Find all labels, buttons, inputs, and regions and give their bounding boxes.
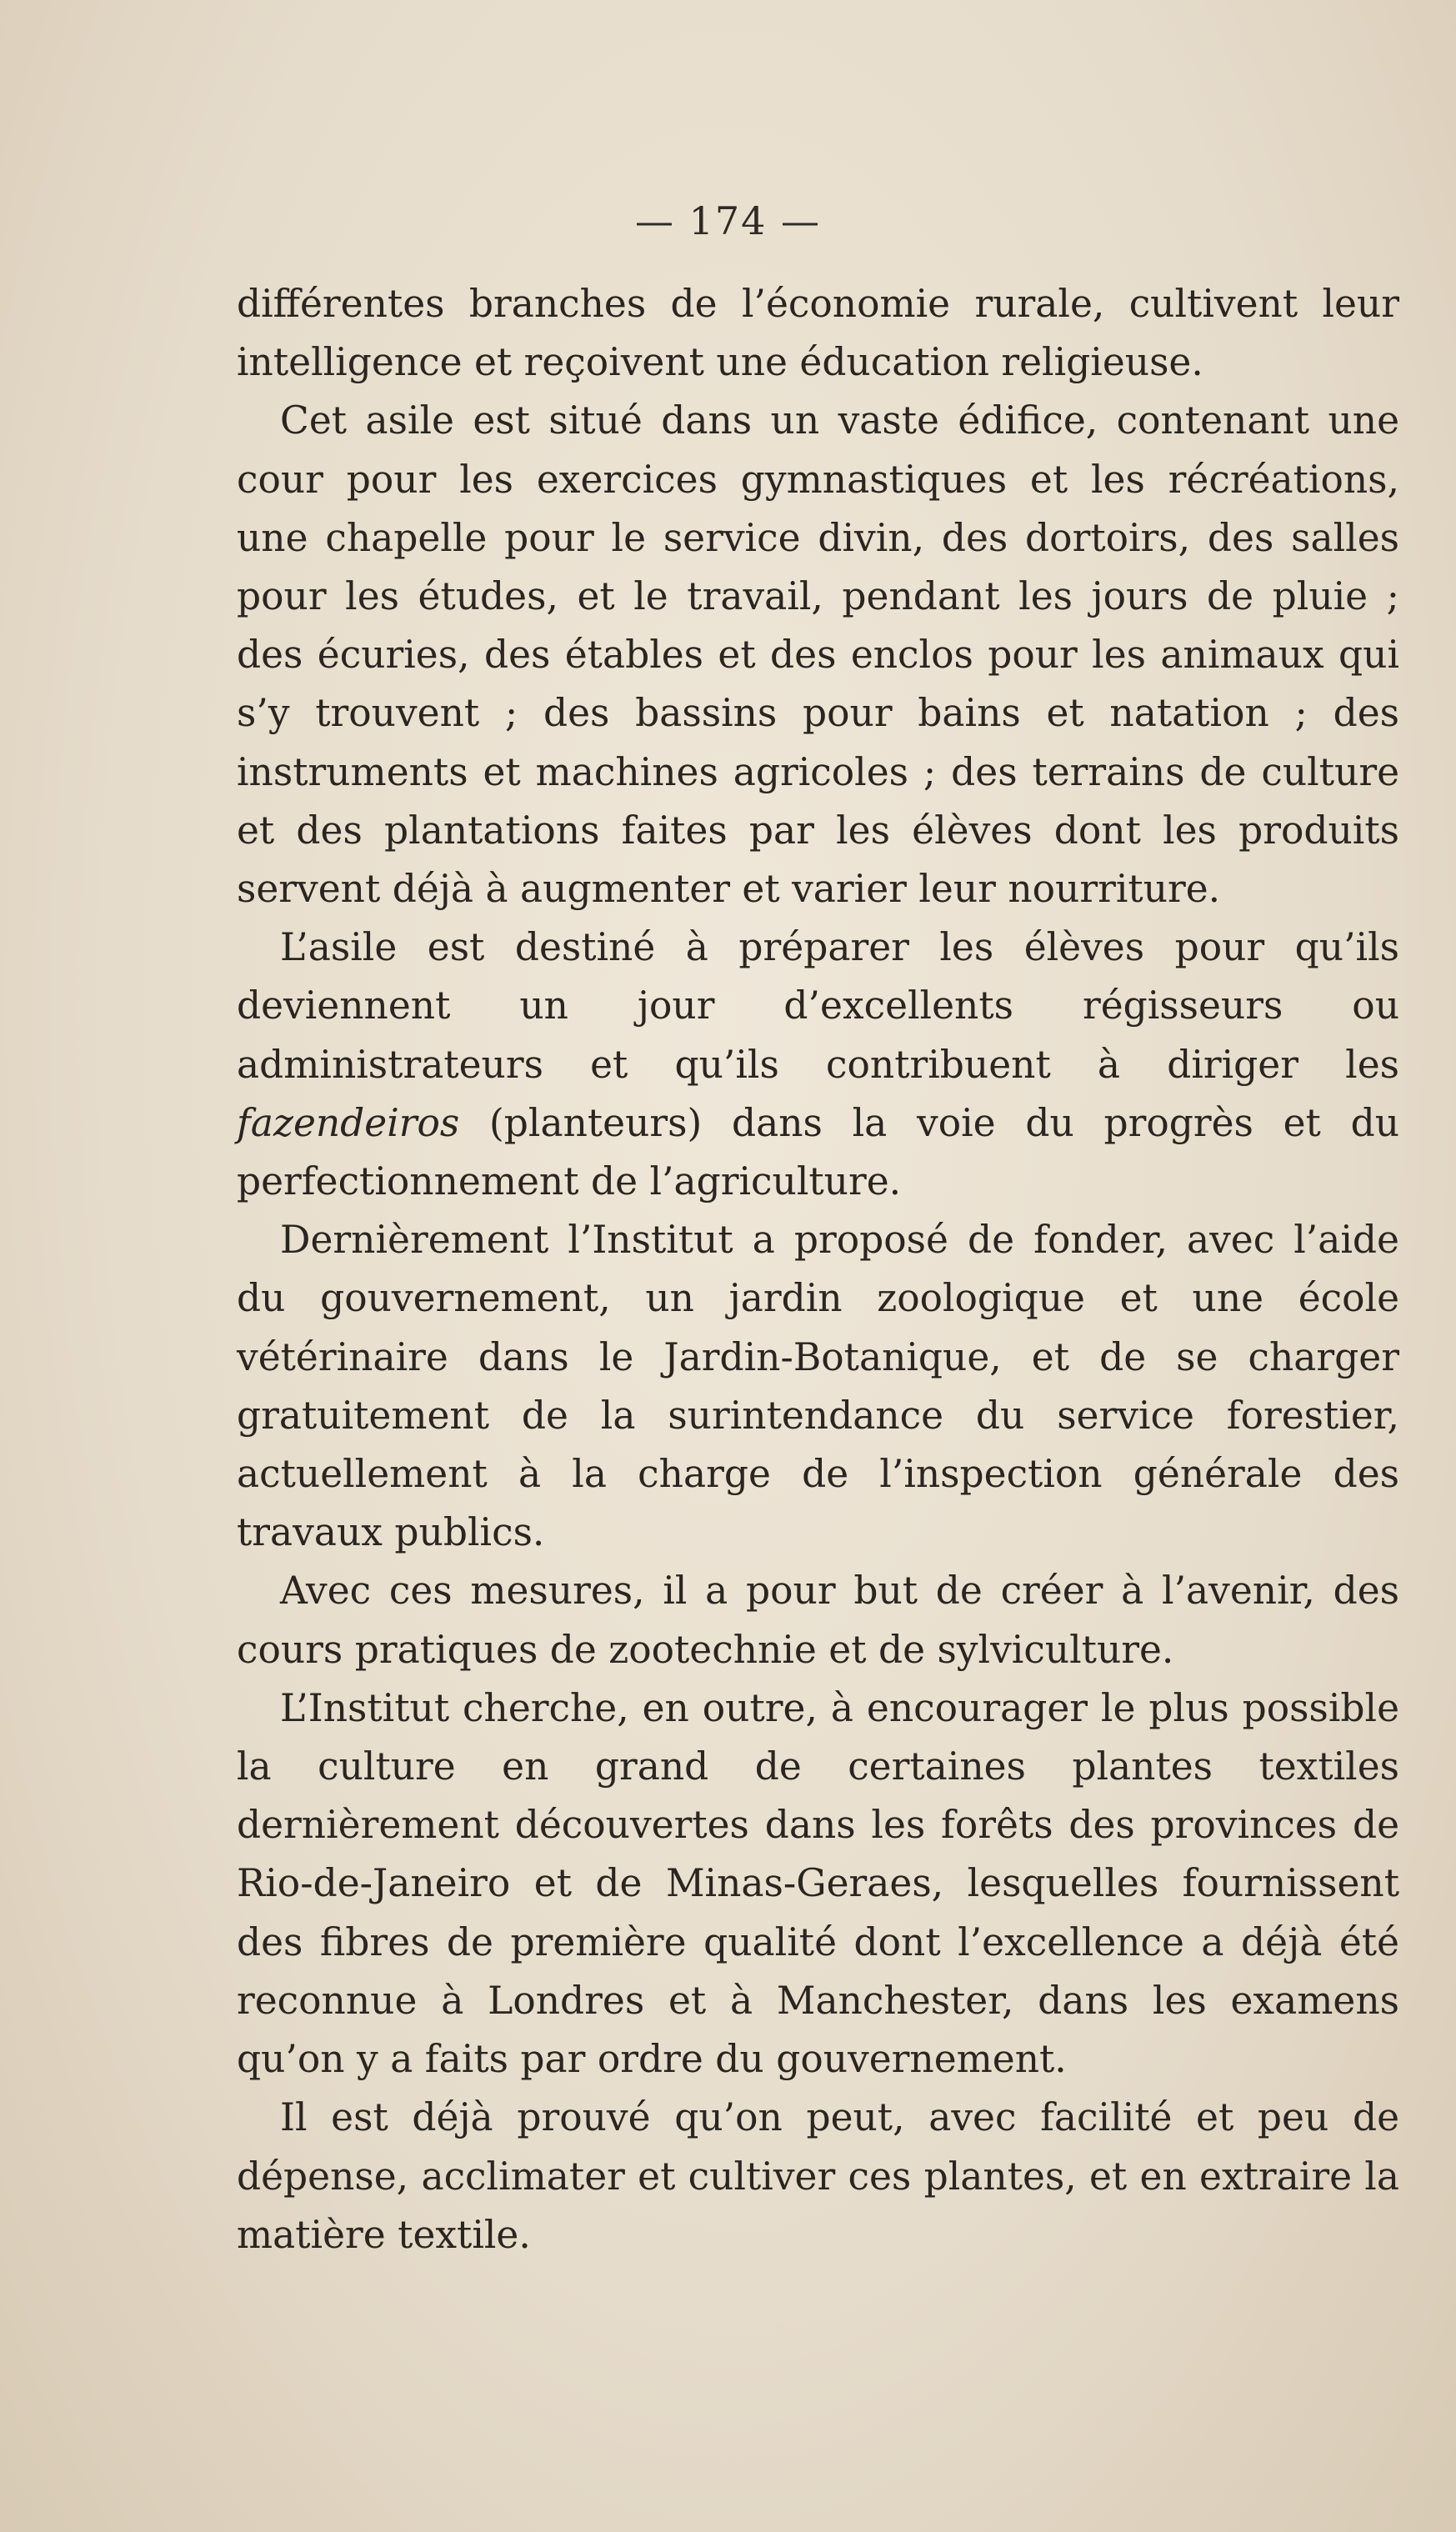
paragraph-6: L’Institut cherche, en outre, à encourager le plus possible la culture en grand de certaines plantes textiles dernièrement découvertes dans les forêts des provinces de Rio-de-Janeiro et de Minas-Geraes, lesquelles fournissent des fibres de première qualité dont l’excellence a déjà été reconnue à Londres et à Manchester, dans les examens qu’on y a faits par ordre du gouvernement. — [237, 1685, 1399, 2082]
paragraph-3-part-a: L’asile est destiné à préparer les élèves pour qu’ils deviennent un jour d’excellents régisseurs ou administrateurs et qu’ils contribuent à diriger les — [237, 925, 1399, 1087]
paragraph-3 — [237, 918, 1399, 1211]
page-number: — 174 — — [634, 198, 822, 243]
paragraph-2: Cet asile est situé dans un vaste édifice, contenant une cour pour les exercices gymnastiques et les récréations, une chapelle pour le service divin, des dortoirs, des salles pour les études, et le travail, pendant les jours de pluie ; des écuries, des étables et des enclos pour les animaux qui s’y trouvent ; des bassins pour bains et natation ; des instruments et machines agricoles ; des terrains de culture et des plantations faites par les élèves dont les produits servent déjà à augmenter et varier leur nourriture. — [237, 398, 1399, 912]
paragraph-3-part-b: (planteurs) dans la voie du progrès et du perfectionnement de l’agriculture. — [237, 1100, 1399, 1204]
paragraph-5: Avec ces mesures, il a pour but de créer à l’avenir, des cours pratiques de zootechnie et de sylviculture. — [237, 1569, 1399, 1672]
paragraph-7: Il est déjà prouvé qu’on peut, avec facilité et peu de dépense, acclimater et cultiver ces plantes, et en extraire la matière textile. — [237, 2095, 1399, 2257]
paragraph-4: Dernièrement l’Institut a proposé de fonder, avec l’aide du gouvernement, un jardin zoologique et une école vétérinaire dans le Jardin-Botanique, et de se charger gratuitement de la surintendance du service forestier, actuellement à la charge de l’inspection générale des travaux publics. — [237, 1218, 1399, 1555]
paragraph-3-italic-term: fazendeiros — [237, 1100, 460, 1145]
paragraph-1: différentes branches de l’économie rurale, cultivent leur intelligence et reçoivent une éducation religieuse. — [237, 282, 1399, 385]
body-text — [237, 275, 1399, 2264]
